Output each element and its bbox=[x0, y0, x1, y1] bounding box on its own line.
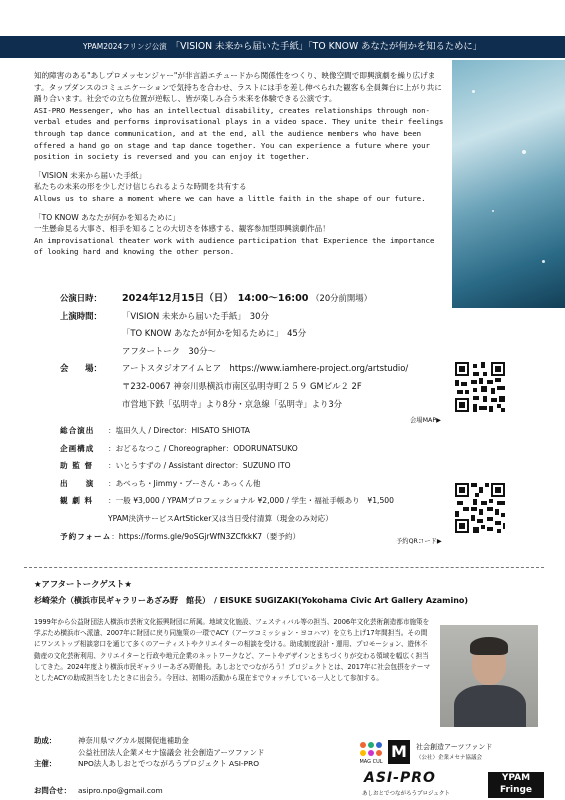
credit-value: ：塩田久人 / Director：HISATO SHIOTA bbox=[108, 426, 250, 435]
intro-section bbox=[34, 70, 446, 258]
mecenat-m-logo: M bbox=[388, 740, 410, 764]
sponsor-label bbox=[34, 747, 78, 759]
reserve-caption: 予約QRコード▶ bbox=[396, 538, 442, 545]
credits-section bbox=[60, 422, 460, 545]
ypam-fringe-logo bbox=[488, 772, 544, 798]
credit-value: ：あべっち・Jimmy・ブーさん・あっくん他 bbox=[108, 478, 261, 488]
credit-label: 企画構成 bbox=[60, 443, 95, 453]
credit-value: ：おどるなつこ / Choreographer：ODORUNATSUKO bbox=[108, 443, 298, 453]
intro-jp: 知的障害のある"あしプロメッセンジャー"が非言語エチュードから関係性をつくり、映像空間で即興演劇を繰り広げます。タップダンスのコミュニケーションで気持ちを合わせ、ラストには手を差し伸べられた観客も全員舞台に上がり共に踊り合います。社会での立ち位置が逆転し、皆が楽しみ合う未来を体験できる公演です。 bbox=[34, 71, 442, 104]
fringe-text: Fringe bbox=[499, 785, 533, 795]
mecenat-fund-name: 社会創造アーツファンド bbox=[416, 743, 493, 751]
credit-label bbox=[60, 510, 108, 528]
sponsor-label: 助成： bbox=[34, 736, 57, 745]
contact bbox=[34, 785, 163, 796]
sponsor-value: 神奈川県マグカル展開促進補助金 bbox=[78, 736, 189, 745]
map-qr-code[interactable] bbox=[455, 362, 505, 412]
vision-jp: 私たちの未来の形を少しだけ信じられるような時間を共有する bbox=[34, 182, 247, 192]
intro-en: ASI-PRO Messenger, who has an intellectual disability, creates relationships through non-verbal etudes and performs improvisational plays in a video space. They unite their feelings through tap dance communication, and at the end, all the audience members who have been offered a hand go on stage and tap dance together. You can experience a future where your position in society is reversed and you can enjoy it together. bbox=[34, 105, 444, 162]
sponsor-value: NPO法人あしおとでつながろうプロジェクト ASI-PRO bbox=[78, 759, 260, 769]
magcul-text: MAG CUL bbox=[359, 759, 383, 764]
hero-sparkle bbox=[522, 150, 526, 154]
duration-aftertalk: アフタートーク 30分～ bbox=[122, 345, 216, 356]
date-note: （20分前開場） bbox=[311, 293, 373, 303]
banner-title: 「VISION 未来から届いた手紙」「TO KNOW あなたが何かを知るために」 bbox=[170, 41, 483, 52]
reservation-form-link[interactable]: ：https://forms.gle/9oSGjrWfN3ZCfkkK7（要予約） bbox=[111, 531, 301, 541]
hero-sparkle bbox=[492, 210, 494, 212]
duration-vision: 「VISION 未来から届いた手紙」 30分 bbox=[122, 310, 269, 321]
credit-label: 総合演出 bbox=[60, 426, 95, 435]
sponsor-logos bbox=[358, 740, 558, 800]
hero-image bbox=[452, 60, 565, 308]
date-value: 2024年12月15日（日） 14:00～16:00 bbox=[122, 293, 309, 304]
guest-bio: 1999年から公益財団法人横浜市芸術文化振興財団に所属。地域文化施設、フェスティバル等の担当、2006年文化芸術創造都市施策を学ぶため横浜市へ派遣、2007年に財団に戻り同施策の一環でACY（アーツコミッション・ヨコハマ）を立ち上げ17年間担当。その間にワンストップ相談窓口を通じて多くのアーティストやクリエイターの相談を受ける。助成制度設計・運用、プロモーション、遊休不動産の文化芸術利用、クリエイターと行政や地元企業のネットワークなど、アートやデザインとまちづくりが交わる領域を幅広く担当してきた。2024年度より横浜市民ギャラリーあざみ野館長。あしおとでつながろう！プロジェクトとは、2017年に社会包摂をテーマとしたACYの助成担当をしたときに出会う。今回は、初期の活動から現在までウォッチしている一人として参加する。 bbox=[34, 618, 431, 683]
ypam-text: YPAM bbox=[501, 773, 531, 783]
banner-subtitle: YPAM2024フリンジ公演 bbox=[82, 42, 167, 51]
toknow-en: An improvisational theater work with audience participation that Experience the importance of looking hard and knowing the other person. bbox=[34, 235, 435, 257]
credit-label: 観 劇 料 bbox=[60, 496, 94, 506]
venue-label: 会 場： bbox=[60, 363, 102, 374]
contact-email[interactable]: asipro.npo@gmail.com bbox=[78, 786, 163, 795]
sponsors-section bbox=[34, 735, 324, 770]
reserve-qr-code[interactable] bbox=[455, 483, 505, 533]
contact-label: お問合せ： bbox=[34, 786, 71, 795]
credit-label: 予約フォーム bbox=[60, 531, 112, 541]
asipro-sub: あしおとでつながろうプロジェクト bbox=[362, 791, 450, 797]
venue-address: 〒232-0067 神奈川県横浜市南区弘明寺町２５９ GMビル２ 2F bbox=[122, 380, 362, 391]
credit-value: ：いとうすずの / Assistant director：SUZUNO ITO bbox=[108, 461, 291, 471]
guest-name: 杉崎栄介（横浜市民ギャラリーあざみ野 館長） / EISUKE SUGIZAKI(Yokohama Civic Art Gallery Azamino) bbox=[34, 596, 469, 605]
credit-value: YPAM決済サービスArtSticker又は当日受付清算（現金のみ対応） bbox=[108, 513, 333, 523]
title-banner bbox=[0, 36, 565, 58]
magcul-logo bbox=[358, 740, 384, 764]
hero-sparkle bbox=[472, 90, 475, 93]
section-divider bbox=[24, 567, 544, 568]
hero-sparkle bbox=[542, 260, 545, 263]
vision-title: 「VISION 未来から届いた手紙」 bbox=[34, 170, 147, 180]
duration-label: 上演時間： bbox=[60, 310, 102, 321]
credit-value: ：一般 ¥3,000 / YPAMプロフェッショナル ¥2,000 / 学生・福祉手帳あり ¥1,500 bbox=[108, 496, 394, 506]
guest-photo bbox=[440, 625, 538, 727]
mecenat-sub: （公社）企業メセナ協議会 bbox=[416, 755, 483, 761]
toknow-jp: 一生懸命見る大事さ、相手を知ることの大切さを体感する、観客参加型即興演劇作品！ bbox=[34, 224, 330, 234]
sponsor-label: 主催： bbox=[34, 759, 57, 769]
sponsor-value: 公益社団法人企業メセナ協議会 社会創造アーツファンド bbox=[78, 747, 265, 757]
duration-toknow: 「TO KNOW あなたが何かを知るために」 45分 bbox=[122, 328, 307, 339]
vision-en: Allows us to share a moment where we can have a little faith in the shape of our future. bbox=[34, 193, 426, 203]
date-label: 公演日時： bbox=[60, 293, 102, 303]
credit-label: 助 監 督 bbox=[60, 461, 94, 471]
toknow-title: 「TO KNOW あなたが何かを知るために」 bbox=[34, 212, 180, 222]
event-info bbox=[60, 290, 450, 413]
credit-label: 出 演 bbox=[60, 478, 95, 488]
map-caption: 会場MAP▶ bbox=[410, 417, 441, 424]
asipro-logo: ASI-PRO bbox=[364, 770, 436, 786]
venue-access: 市営地下鉄「弘明寺」より8分・京急線「弘明寺」より3分 bbox=[122, 398, 343, 409]
venue-name-url[interactable]: アートスタジオアイムヒア https://www.iamhere-project.org/artstudio/ bbox=[122, 363, 409, 374]
guest-heading: ★アフタートークゲスト★ bbox=[34, 579, 132, 589]
